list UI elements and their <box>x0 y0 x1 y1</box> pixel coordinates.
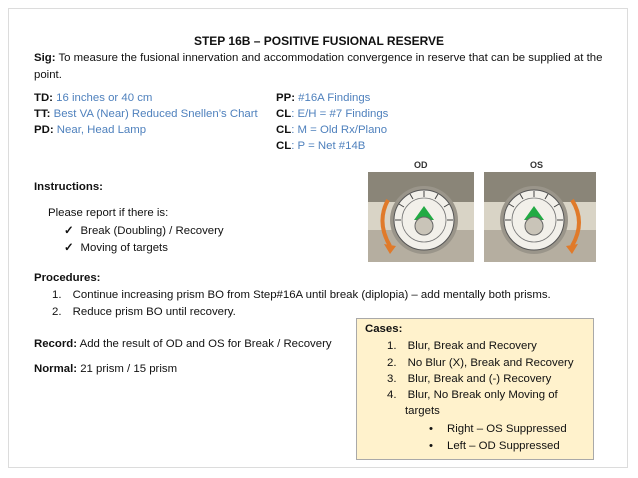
case-text: Blur, Break and Recovery <box>407 340 537 352</box>
case-item <box>387 340 537 352</box>
case-text: Blur, No Break only Moving of <box>407 389 558 401</box>
field-cl-p <box>276 140 365 152</box>
sig-text: To measure the fusional innervation and accommodation convergence in reserve that can be supplied at the point. <box>34 52 603 81</box>
instructions-heading: Instructions: <box>34 181 103 193</box>
sig-paragraph <box>34 50 604 84</box>
field-td-label: TD: <box>34 92 53 104</box>
field-cl-eh-value: : E/H = #7 Findings <box>291 108 389 120</box>
case-sub-item <box>429 423 567 435</box>
field-tt <box>34 108 258 120</box>
field-pd-label: PD: <box>34 124 54 136</box>
sig-label: Sig: <box>34 52 56 64</box>
procedures-heading: Procedures: <box>34 272 101 284</box>
record-label: Record: <box>34 338 78 350</box>
case-sub-item <box>429 440 560 452</box>
field-td-value: 16 inches or 40 cm <box>56 92 153 104</box>
field-tt-value: Best VA (Near) Reduced Snellen’s Chart <box>53 108 258 120</box>
field-pd-value: Near, Head Lamp <box>56 124 147 136</box>
field-cl-eh-label: CL <box>276 108 292 120</box>
os-dial-image <box>484 160 596 262</box>
record-text: Add the result of OD and OS for Break / Recovery <box>79 338 332 350</box>
field-pp <box>276 92 370 104</box>
case-sub-item-text: Right – OS Suppressed <box>447 423 567 435</box>
page-title: STEP 16B – POSITIVE FUSIONAL RESERVE <box>193 34 445 48</box>
case-item <box>387 389 558 401</box>
cases-box <box>356 318 594 460</box>
procedure-num: 2. <box>52 306 62 318</box>
case-item <box>387 357 574 369</box>
normal-line <box>34 363 177 375</box>
case-num: 1. <box>387 340 397 352</box>
procedure-text: Continue increasing prism BO from Step#16A until break (diplopia) – add mentally both prisms. <box>72 289 551 301</box>
procedure-item <box>52 289 551 301</box>
instructions-intro: Please report if there is: <box>48 207 169 219</box>
instruction-item <box>64 240 168 254</box>
instruction-item-text: Break (Doubling) / Recovery <box>80 225 224 237</box>
field-pp-value: #16A Findings <box>298 92 371 104</box>
od-label: OD <box>414 160 428 170</box>
case-text: No Blur (X), Break and Recovery <box>407 357 574 369</box>
cases-heading: Cases: <box>365 323 403 335</box>
case-text: Blur, Break and (-) Recovery <box>407 373 552 385</box>
od-dial-image <box>368 160 474 262</box>
field-tt-label: TT: <box>34 108 51 120</box>
record-line <box>34 338 332 350</box>
field-td <box>34 92 152 104</box>
normal-label: Normal: <box>34 363 78 375</box>
os-label: OS <box>530 160 544 170</box>
procedure-item <box>52 306 236 318</box>
field-cl-m <box>276 124 387 136</box>
field-cl-m-value: : M = Old Rx/Plano <box>291 124 388 136</box>
case-item <box>387 373 551 385</box>
field-cl-eh <box>276 108 388 120</box>
field-cl-m-label: CL <box>276 124 292 136</box>
field-pd <box>34 124 146 136</box>
normal-text: 21 prism / 15 prism <box>80 363 178 375</box>
instruction-item-text: Moving of targets <box>80 242 168 254</box>
procedure-text: Reduce prism BO until recovery. <box>72 306 236 318</box>
case-text-continued: targets <box>405 405 440 417</box>
field-pp-label: PP: <box>276 92 295 104</box>
case-num: 3. <box>387 373 397 385</box>
case-sub-item-text: Left – OD Suppressed <box>447 440 560 452</box>
case-num: 2. <box>387 357 397 369</box>
field-cl-p-value: : P = Net #14B <box>291 140 366 152</box>
case-num: 4. <box>387 389 397 401</box>
field-cl-p-label: CL <box>276 140 292 152</box>
procedure-num: 1. <box>52 289 62 301</box>
instruction-item <box>64 223 224 237</box>
